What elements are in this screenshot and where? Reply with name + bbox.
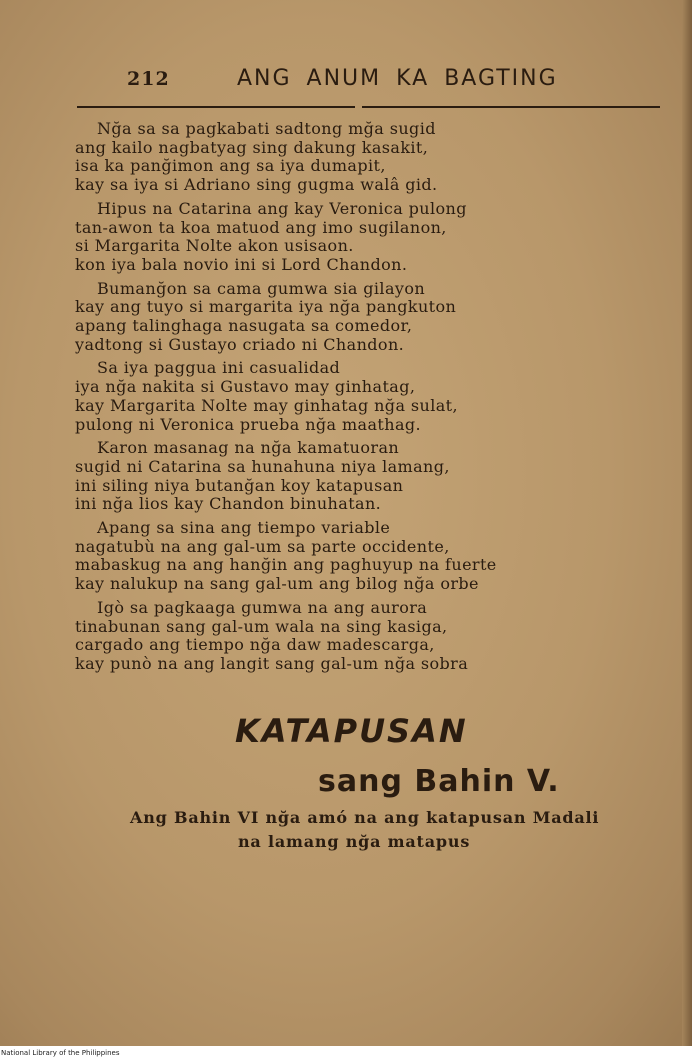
poem-line: ini siling niya butanğan koy katapusan bbox=[75, 475, 404, 495]
stanza bbox=[75, 599, 675, 674]
poem-line: pulong ni Veronica prueba nğa maathag. bbox=[75, 414, 422, 434]
poem-line: nagatubù na ang gal-um sa parte occidente, bbox=[75, 536, 450, 556]
stanza bbox=[75, 439, 675, 514]
poem-line: iya nğa nakita si Gustavo may ginhatag, bbox=[75, 377, 416, 397]
closing-note bbox=[130, 806, 670, 854]
poem-line: tan-awon ta koa matuod ang imo sugilanon, bbox=[75, 217, 447, 237]
poem-line: kay punò na ang langit sang gal-um nğa sobra bbox=[75, 653, 469, 673]
poem-line: ini nğa lios kay Chandon binuhatan. bbox=[75, 494, 382, 514]
poem-line: isa ka panğimon ang sa iya dumapit, bbox=[75, 156, 386, 176]
poem-line: ang kailo nagbatyag sing dakung kasakit, bbox=[75, 137, 429, 157]
poem-line: kay ang tuyo si margarita iya nğa pangkuton bbox=[75, 297, 457, 317]
footer-credit: National Library of the Philippines bbox=[1, 1049, 120, 1057]
closing-note-line-2: na lamang nğa matapus bbox=[238, 832, 471, 851]
poem-line: tinabunan sang gal-um wala na sing kasiga, bbox=[75, 616, 448, 636]
poem-line: kon iya bala novio ini si Lord Chandon. bbox=[75, 254, 408, 274]
header-rule-right bbox=[362, 106, 660, 108]
poem-line: Igò sa pagkaaga gumwa na ang aurora bbox=[97, 597, 428, 617]
poem-line: mabaskug na ang hanğin ang paghuyup na fuerte bbox=[75, 555, 497, 575]
poem-line: Bumanğon sa cama gumwa sia gilayon bbox=[97, 278, 426, 298]
page-edge bbox=[682, 0, 692, 1046]
poem-line: Nğa sa sa pagkabati sadtong mğa sugid bbox=[97, 119, 436, 138]
stanza bbox=[75, 519, 675, 594]
stanza bbox=[75, 359, 675, 434]
stanza bbox=[75, 200, 675, 275]
page-number: 212 bbox=[127, 68, 170, 90]
poem-line: kay Margarita Nolte may ginhatag nğa sulat, bbox=[75, 395, 458, 415]
poem-line: kay nalukup na sang gal-um ang bilog nğa orbe bbox=[75, 574, 479, 594]
poem-line: kay sa iya si Adriano sing gugma walâ gid. bbox=[75, 175, 438, 195]
poem-line: sugid ni Catarina sa hunahuna niya lamang, bbox=[75, 456, 450, 476]
closing-subtitle: sang Bahin V. bbox=[318, 764, 560, 799]
poem-line: si Margarita Nolte akon usisaon. bbox=[75, 236, 354, 256]
closing-note-line-1: Ang Bahin VI nğa amó na ang katapusan Madali bbox=[130, 808, 600, 827]
closing-title: KATAPUSAN bbox=[235, 712, 468, 750]
page-header bbox=[120, 64, 600, 94]
poem-line: yadtong si Gustayo criado ni Chandon. bbox=[75, 334, 405, 354]
poem-body bbox=[75, 120, 675, 679]
poem-line: Karon masanag na nğa kamatuoran bbox=[97, 438, 400, 458]
stanza bbox=[75, 120, 675, 195]
poem-line: cargado ang tiempo nğa daw madescarga, bbox=[75, 635, 435, 655]
poem-line: Hipus na Catarina ang kay Veronica pulong bbox=[97, 198, 467, 218]
poem-line: Sa iya paggua ini casualidad bbox=[97, 358, 341, 378]
running-title: ANG ANUM KA BAGTING bbox=[237, 66, 558, 91]
header-rule-left bbox=[77, 106, 355, 108]
poem-line: Apang sa sina ang tiempo variable bbox=[97, 518, 391, 538]
poem-line: apang talinghaga nasugata sa comedor, bbox=[75, 316, 413, 336]
stanza bbox=[75, 280, 675, 355]
